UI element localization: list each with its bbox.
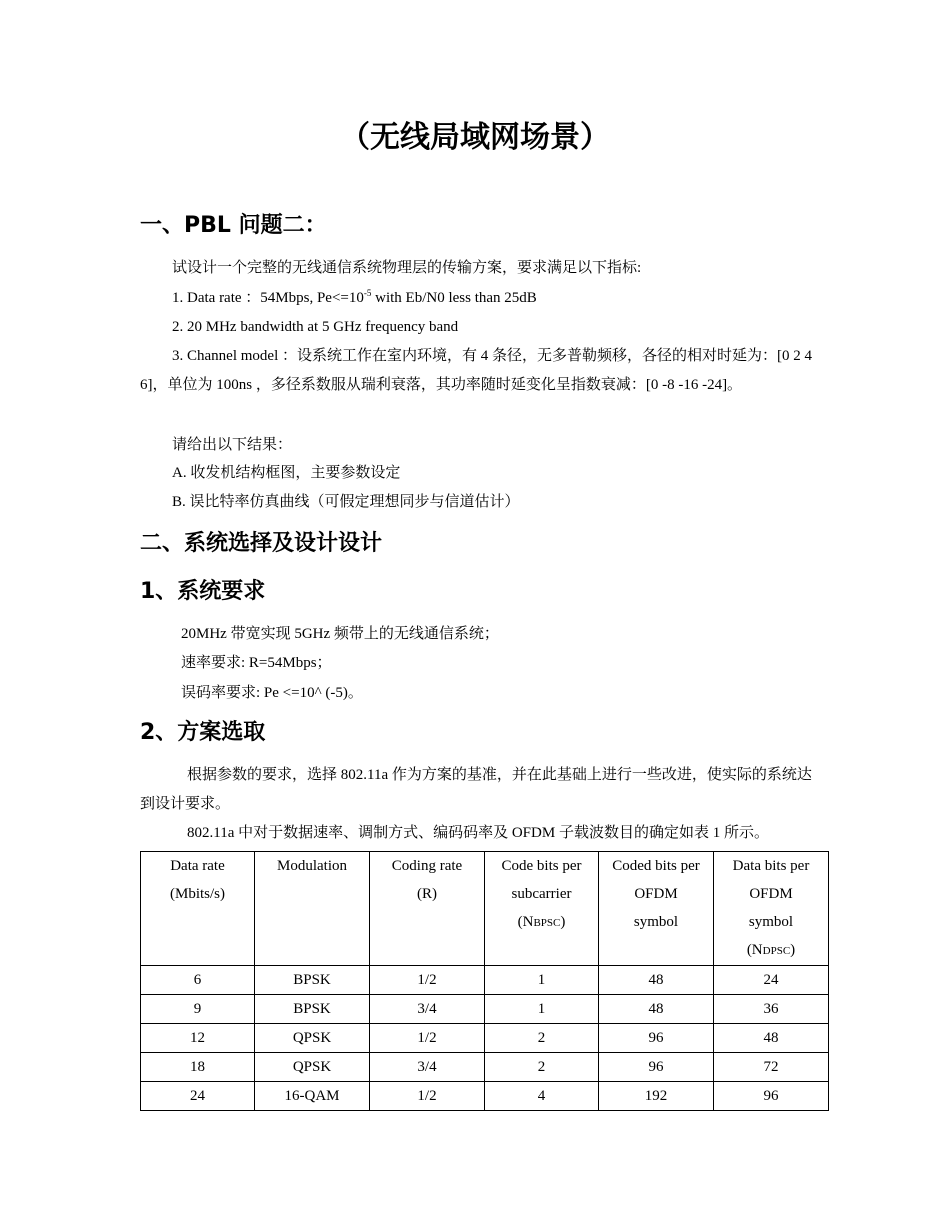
header-text: symbol	[633, 914, 679, 930]
section1-intro: 试设计一个完整的无线通信系统物理层的传输方案，要求满足以下指标:	[172, 260, 642, 276]
results-intro: 请给出以下结果：	[172, 437, 293, 453]
header-text-part: (N	[517, 914, 534, 930]
table-cell: 48	[599, 966, 714, 995]
system-req-line-1: 20MHz 带宽实现 5GHz 频带上的无线通信系统；	[181, 626, 499, 642]
header-subscript: DPSC	[762, 945, 791, 957]
header-text-part: )	[560, 914, 566, 930]
table-header-row	[141, 852, 829, 966]
header-text: subcarrier	[511, 886, 572, 902]
header-modulation	[255, 852, 370, 966]
section1-heading: 一、PBL 问题二：	[140, 213, 327, 238]
table-cell: 6	[141, 966, 255, 995]
table-cell: 16-QAM	[255, 1082, 370, 1111]
item1-prefix: 1. Data rate ：54Mbps, Pe<=10	[172, 290, 364, 306]
table-cell: 3/4	[370, 1053, 485, 1082]
table-cell: QPSK	[255, 1053, 370, 1082]
header-text	[489, 908, 594, 937]
table-cell: 1/2	[370, 966, 485, 995]
subsection1-heading: 1、系统要求	[140, 579, 266, 604]
table-cell: 48	[714, 1024, 829, 1053]
item1-suffix: with Eb/N0 less than 25dB	[371, 290, 537, 306]
table-cell: 2	[485, 1053, 599, 1082]
table-row	[141, 1082, 829, 1111]
table-cell: 1/2	[370, 1024, 485, 1053]
header-text: Data bits per	[732, 858, 810, 874]
header-code-bits-per-subcarrier	[485, 852, 599, 966]
header-text: Coding rate	[391, 858, 463, 874]
table-cell: 96	[714, 1082, 829, 1111]
header-text: (R)	[417, 886, 437, 902]
requirement-item-2: 2. 20 MHz bandwidth at 5 GHz frequency band	[172, 319, 459, 335]
header-text: Coded bits per	[612, 858, 700, 874]
table-cell: 48	[599, 995, 714, 1024]
table-cell: 12	[141, 1024, 255, 1053]
header-text-part: (N	[746, 942, 763, 958]
header-text: OFDM	[749, 886, 793, 902]
result-a: A. 收发机结构框图，主要参数设定	[172, 465, 401, 481]
table-cell: 24	[714, 966, 829, 995]
system-req-line-3: 误码率要求: Pe <=10^ (-5)。	[181, 685, 363, 701]
header-data-bits-per-symbol	[714, 852, 829, 966]
table-cell: 72	[714, 1053, 829, 1082]
page-title: （无线局域网场景）	[340, 120, 610, 155]
requirement-item-1	[172, 284, 537, 313]
table-row	[141, 966, 829, 995]
table-cell: 192	[599, 1082, 714, 1111]
table-cell: 24	[141, 1082, 255, 1111]
header-data-rate	[141, 852, 255, 966]
header-text: symbol	[748, 914, 794, 930]
table-cell: BPSK	[255, 966, 370, 995]
header-text: Code bits per	[501, 858, 582, 874]
table-cell: 2	[485, 1024, 599, 1053]
ofdm-parameter-table	[140, 851, 829, 1111]
table-cell: 1/2	[370, 1082, 485, 1111]
table-cell: 1	[485, 995, 599, 1024]
table-row	[141, 995, 829, 1024]
table-cell: 96	[599, 1024, 714, 1053]
table-row	[141, 1053, 829, 1082]
scheme-paragraph-1: 根据参数的要求，选择 802.11a 作为方案的基准，并在此基础上进行一些改进，使实际的系统达到设计要求。	[140, 767, 812, 812]
table-cell: 9	[141, 995, 255, 1024]
system-req-line-2: 速率要求: R=54Mbps；	[181, 655, 332, 671]
table-cell: 96	[599, 1053, 714, 1082]
item1-exponent: -5	[363, 288, 372, 298]
table-row	[141, 1024, 829, 1053]
table-cell: 1	[485, 966, 599, 995]
scheme-paragraph-2: 802.11a 中对于数据速率、调制方式、编码码率及 OFDM 子载波数目的确定如表 1 所示。	[187, 825, 769, 841]
requirement-item-3: 3. Channel model ：设系统工作在室内环境，有 4 条径，无多普勒频移，各径的相对时延为：[0 2 4 6]，单位为 100ns ，多径系数服从瑞利衰落，其功率随时延变化呈指数衰减：[0 -8 -16 -24]。	[140, 348, 812, 393]
header-coding-rate	[370, 852, 485, 966]
result-b: B. 误比特率仿真曲线（可假定理想同步与信道估计）	[172, 494, 520, 510]
table-cell: 18	[141, 1053, 255, 1082]
header-text: (Mbits/s)	[169, 886, 225, 902]
table-cell: 3/4	[370, 995, 485, 1024]
subsection2-heading: 2、方案选取	[140, 720, 266, 745]
header-text: Data rate	[170, 858, 225, 874]
table-cell: 4	[485, 1082, 599, 1111]
table-cell: QPSK	[255, 1024, 370, 1053]
section2-heading: 二、系统选择及设计设计	[140, 531, 383, 556]
header-text: OFDM	[634, 886, 678, 902]
header-text	[718, 936, 824, 965]
table-cell: BPSK	[255, 995, 370, 1024]
header-coded-bits-per-symbol	[599, 852, 714, 966]
header-text-part: )	[790, 942, 796, 958]
header-subscript: BPSC	[533, 917, 561, 929]
table-cell: 36	[714, 995, 829, 1024]
header-text: Modulation	[277, 858, 347, 874]
